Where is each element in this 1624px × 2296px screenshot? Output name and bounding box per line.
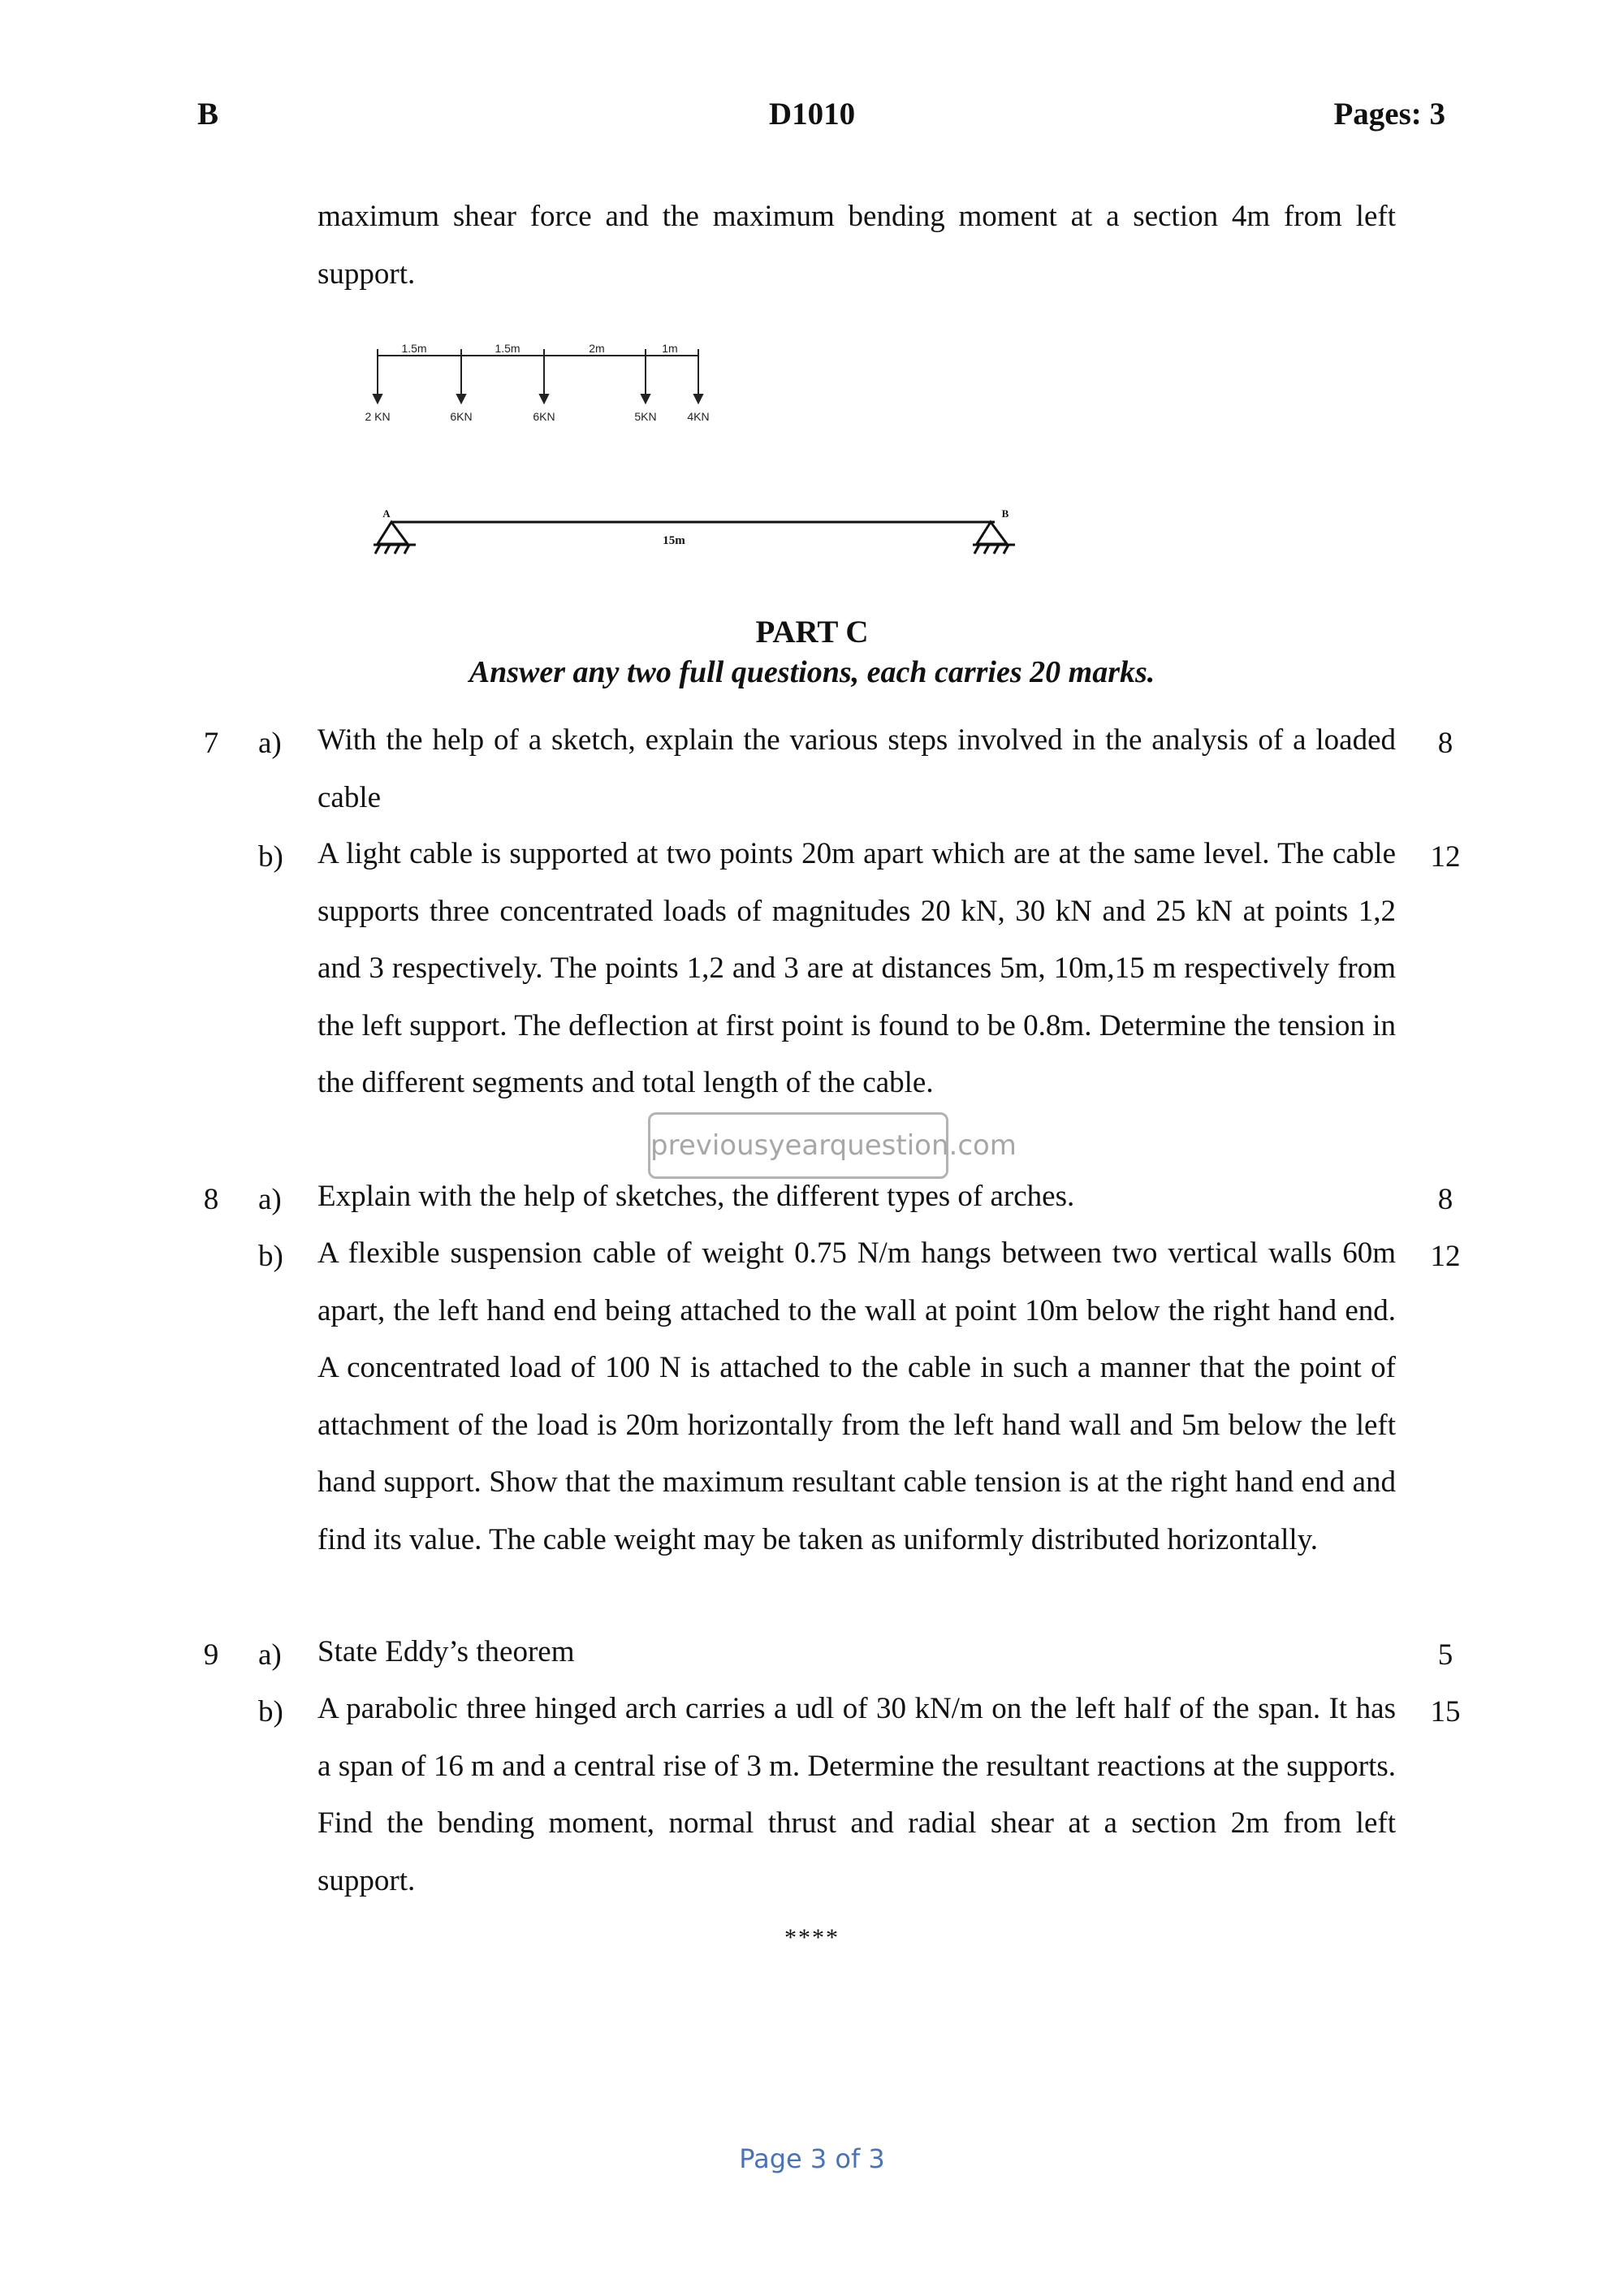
header-pages: Pages: 3 — [1333, 97, 1445, 132]
spacing-label: 1.5m — [495, 342, 520, 355]
part-letter: a) — [258, 727, 282, 760]
load-label: 6KN — [450, 410, 473, 423]
end-mark: **** — [784, 1924, 840, 1951]
marks: 8 — [1437, 727, 1453, 760]
load-arrowhead — [374, 395, 382, 403]
spacing-label: 1.5m — [401, 342, 427, 355]
marks: 15 — [1430, 1695, 1461, 1728]
load-arrowhead — [641, 395, 650, 403]
load-label: 6KN — [533, 410, 555, 423]
watermark: previousyearquestion.com — [648, 1112, 948, 1179]
question-text: With the help of a sketch, explain the various steps involved in the analysis of a loaded cable — [317, 723, 1396, 814]
question-text: A flexible suspension cable of weight 0.75 N/m hangs between two vertical walls 60m apart, the left hand end being attached to the wall at point 10m below the right hand end. A concentrated load of 100 N is attached to the cable in such a manner that the point of attachment of the load is 20m horizontally from the left hand wall and 5m below the left hand support. Show that the maximum resultant cable tension is at the right hand end and find its value. The cable weight may be taken as uniformly distributed horizontally. — [317, 1236, 1396, 1556]
load-label: 4KN — [687, 410, 710, 423]
part-letter: b) — [258, 1695, 283, 1728]
question-text: State Eddy’s theorem — [317, 1635, 575, 1668]
question-text: Explain with the help of sketches, the different types of arches. — [317, 1180, 1075, 1213]
support-b — [973, 522, 1015, 554]
spacing-label: 2m — [589, 342, 605, 355]
part-letter: b) — [258, 840, 283, 874]
beam-figure — [341, 325, 1056, 576]
part-letter: a) — [258, 1183, 282, 1216]
question-text: A light cable is supported at two points 20m apart which are at the same level. The cable supports three concentrated loads of magnitudes 20 kN, 30 kN and 25 kN at points 1,2 and 3 respectively. The points 1,2 and 3 are at distances 5m, 10m,15 m respectively from the left support. The deflection at first point is found to be 0.8m. Determine the tension in the different segments and total length of the cable. — [317, 837, 1396, 1099]
load-label: 2 KN — [365, 410, 391, 423]
span-label: 15m — [663, 534, 685, 547]
load-label: 5KN — [634, 410, 657, 423]
part-instruction: Answer any two full questions, each carries 20 marks. — [469, 655, 1155, 689]
support-b-label: B — [1001, 507, 1009, 520]
header-left: B — [197, 97, 219, 132]
question-number: 7 — [203, 727, 219, 760]
support-a — [374, 522, 416, 554]
marks: 8 — [1437, 1183, 1453, 1216]
question-number: 9 — [203, 1638, 219, 1672]
support-a-label: A — [382, 507, 391, 520]
header-code: D1010 — [768, 97, 856, 132]
marks: 5 — [1437, 1638, 1453, 1672]
part-letter: b) — [258, 1240, 283, 1273]
part-letter: a) — [258, 1638, 282, 1672]
part-title: PART C — [755, 615, 869, 650]
spacing-label: 1m — [662, 342, 678, 355]
question-number: 8 — [203, 1183, 219, 1216]
continuation-text: maximum shear force and the maximum bending moment at a section 4m from left support. — [317, 200, 1396, 291]
load-arrowhead — [457, 395, 465, 403]
marks: 12 — [1430, 840, 1461, 874]
load-arrowhead — [540, 395, 548, 403]
load-arrowhead — [694, 395, 702, 403]
question-text: A parabolic three hinged arch carries a udl of 30 kN/m on the left half of the span. It has a span of 16 m and a central rise of 3 m. Determine the resultant reactions at the supports. Find the bending moment, normal thrust and radial shear at a section 2m from left support. — [317, 1692, 1396, 1897]
marks: 12 — [1430, 1240, 1461, 1273]
page-footer: Page 3 of 3 — [739, 2143, 885, 2174]
